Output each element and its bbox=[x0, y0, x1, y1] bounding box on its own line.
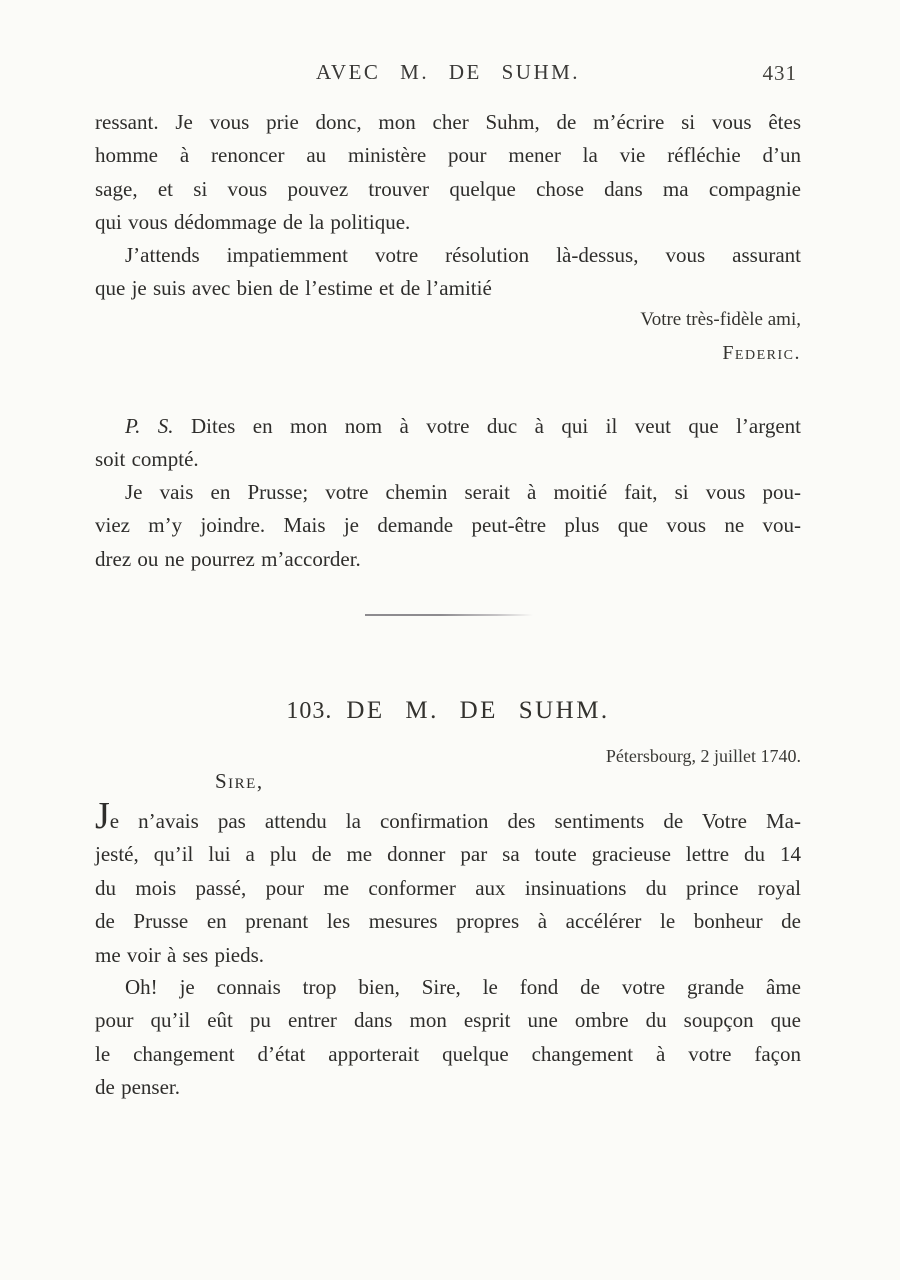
text-line: drez ou ne pourrez m’accorder. bbox=[95, 546, 361, 571]
text-column-letter2 bbox=[95, 0, 801, 1280]
text-line: viez m’y joindre. Mais je demande peut-être plus que vous ne vou- bbox=[95, 513, 801, 538]
text-line: J’attends impatiemment votre résolution là-dessus, vous assurant bbox=[125, 243, 801, 267]
letter-closing: Votre très-fidèle ami, bbox=[640, 309, 801, 330]
text-line: homme à renoncer au ministère pour mener la vie réfléchie d’un bbox=[95, 143, 801, 168]
dateline: Pétersbourg, 2 juillet 1740. bbox=[605, 746, 801, 766]
letter-signature: Federic. bbox=[722, 342, 801, 364]
salutation: Sire, bbox=[215, 769, 264, 793]
ps-label: P. S. bbox=[125, 414, 174, 438]
letter-heading bbox=[95, 694, 801, 728]
text-line: le changement d’état apporterait quelque changement à votre façon bbox=[95, 1041, 801, 1066]
running-head-title: AVEC M. DE SUHM. bbox=[315, 60, 581, 84]
paragraph bbox=[95, 971, 801, 1105]
letter-number: 103. bbox=[286, 698, 333, 724]
paragraph bbox=[95, 795, 801, 972]
text-line: de penser. bbox=[95, 1075, 180, 1100]
text-line: me voir à ses pieds. bbox=[95, 942, 265, 967]
text-line: de Prusse en prenant les mesures propres à accélérer le bonheur de bbox=[95, 909, 801, 934]
text-line: Oh! je connais trop bien, Sire, le fond de votre grande âme bbox=[125, 975, 801, 999]
page-number: 431 bbox=[762, 61, 797, 85]
letter-title: DE M. DE SUHM. bbox=[346, 697, 610, 724]
text-line: sage, et si vous pouvez trouver quelque chose dans ma compagnie bbox=[95, 176, 801, 201]
text-line: pour qu’il eût pu entrer dans mon esprit une ombre du soupçon que bbox=[95, 1008, 801, 1033]
text-line: ressant. Je vous prie donc, mon cher Suhm, de m’écrire si vous êtes bbox=[95, 110, 801, 134]
text-line: que je suis avec bien de l’estime et de l’amitié bbox=[95, 276, 492, 301]
text-after-initial: e n’avais pas attendu la confirmation des sentiments de Votre Ma- bbox=[109, 809, 801, 833]
text-line: soit compté. bbox=[95, 447, 199, 472]
ps-text: Dites en mon nom à votre duc à qui il veut que l’argent bbox=[191, 414, 802, 438]
text-line: jesté, qu’il lui a plu de me donner par sa toute gracieuse lettre du 14 bbox=[95, 842, 801, 867]
text-line: qui vous dédommage de la politique. bbox=[95, 210, 411, 235]
text-line: Je vais en Prusse; votre chemin serait à moitié fait, si vous pou- bbox=[125, 480, 801, 504]
text-line: du mois passé, pour me conformer aux insinuations du prince royal bbox=[95, 875, 801, 900]
initial-letter: J bbox=[95, 795, 110, 837]
text-line bbox=[95, 795, 801, 838]
